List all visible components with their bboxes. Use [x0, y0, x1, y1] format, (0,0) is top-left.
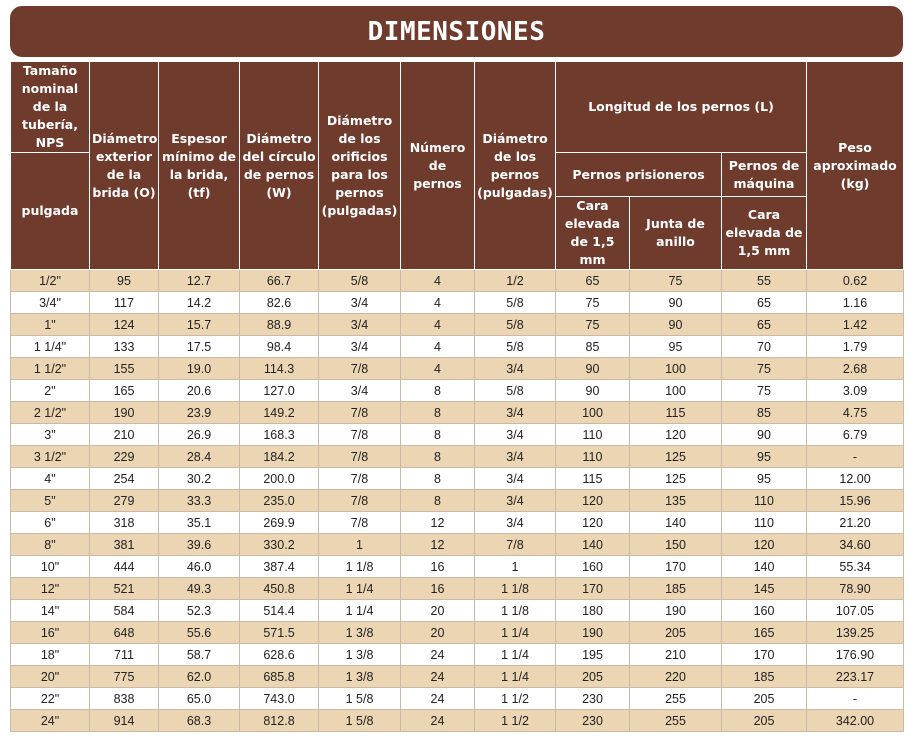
cell-hole-diameter: 1 1/4 — [319, 578, 401, 600]
cell-bolt-count: 12 — [401, 534, 475, 556]
cell-bolt-diameter: 3/4 — [475, 424, 556, 446]
cell-bolt-diameter: 5/8 — [475, 336, 556, 358]
cell-hole-diameter: 1 3/8 — [319, 622, 401, 644]
cell-outer-diameter: 711 — [90, 644, 159, 666]
cell-min-thickness: 35.1 — [159, 512, 240, 534]
cell-stud-ring-joint: 125 — [630, 446, 722, 468]
cell-nps: 14" — [11, 600, 90, 622]
cell-nps: 8" — [11, 534, 90, 556]
cell-machine-raised-face: 70 — [722, 336, 807, 358]
cell-nps: 12" — [11, 578, 90, 600]
cell-stud-raised-face: 190 — [556, 622, 630, 644]
cell-nps: 1 1/4" — [11, 336, 90, 358]
cell-bolt-diameter: 3/4 — [475, 512, 556, 534]
table-row — [11, 534, 904, 556]
cell-bolt-count: 4 — [401, 314, 475, 336]
cell-bolt-circle: 66.7 — [240, 270, 319, 292]
cell-weight: - — [807, 688, 904, 710]
cell-bolt-diameter: 1 1/4 — [475, 622, 556, 644]
cell-bolt-count: 16 — [401, 578, 475, 600]
cell-machine-raised-face: 75 — [722, 380, 807, 402]
cell-weight: 6.79 — [807, 424, 904, 446]
cell-nps: 20" — [11, 666, 90, 688]
cell-bolt-count: 16 — [401, 556, 475, 578]
table-row — [11, 424, 904, 446]
cell-hole-diameter: 1 5/8 — [319, 710, 401, 732]
cell-stud-raised-face: 90 — [556, 380, 630, 402]
cell-nps: 24" — [11, 710, 90, 732]
cell-nps: 22" — [11, 688, 90, 710]
cell-outer-diameter: 318 — [90, 512, 159, 534]
cell-hole-diameter: 3/4 — [319, 380, 401, 402]
cell-bolt-count: 24 — [401, 688, 475, 710]
cell-hole-diameter: 7/8 — [319, 512, 401, 534]
cell-bolt-count: 4 — [401, 270, 475, 292]
cell-weight: 1.42 — [807, 314, 904, 336]
cell-bolt-count: 8 — [401, 446, 475, 468]
cell-bolt-circle: 127.0 — [240, 380, 319, 402]
cell-stud-ring-joint: 190 — [630, 600, 722, 622]
table-row — [11, 336, 904, 358]
cell-machine-raised-face: 65 — [722, 314, 807, 336]
cell-outer-diameter: 279 — [90, 490, 159, 512]
table-row — [11, 292, 904, 314]
cell-weight: 4.75 — [807, 402, 904, 424]
table-row — [11, 688, 904, 710]
cell-bolt-diameter: 3/4 — [475, 490, 556, 512]
cell-hole-diameter: 1 — [319, 534, 401, 556]
cell-machine-raised-face: 110 — [722, 490, 807, 512]
cell-weight: 3.09 — [807, 380, 904, 402]
cell-bolt-count: 4 — [401, 336, 475, 358]
table-row — [11, 666, 904, 688]
cell-hole-diameter: 1 1/4 — [319, 600, 401, 622]
cell-bolt-diameter: 5/8 — [475, 314, 556, 336]
cell-min-thickness: 62.0 — [159, 666, 240, 688]
cell-machine-raised-face: 205 — [722, 710, 807, 732]
cell-stud-raised-face: 90 — [556, 358, 630, 380]
cell-nps: 1" — [11, 314, 90, 336]
cell-outer-diameter: 838 — [90, 688, 159, 710]
cell-bolt-diameter: 1 1/4 — [475, 666, 556, 688]
cell-stud-raised-face: 115 — [556, 468, 630, 490]
table-row — [11, 468, 904, 490]
cell-stud-ring-joint: 150 — [630, 534, 722, 556]
cell-stud-ring-joint: 75 — [630, 270, 722, 292]
cell-stud-ring-joint: 220 — [630, 666, 722, 688]
cell-machine-raised-face: 55 — [722, 270, 807, 292]
cell-outer-diameter: 914 — [90, 710, 159, 732]
cell-bolt-diameter: 3/4 — [475, 446, 556, 468]
cell-hole-diameter: 3/4 — [319, 314, 401, 336]
cell-stud-raised-face: 120 — [556, 512, 630, 534]
cell-min-thickness: 58.7 — [159, 644, 240, 666]
dimensions-table — [10, 61, 904, 732]
table-row — [11, 622, 904, 644]
cell-bolt-circle: 235.0 — [240, 490, 319, 512]
cell-weight: - — [807, 446, 904, 468]
cell-bolt-diameter: 3/4 — [475, 402, 556, 424]
header-nps-unit: pulgada — [11, 153, 90, 270]
cell-nps: 4" — [11, 468, 90, 490]
cell-hole-diameter: 1 1/8 — [319, 556, 401, 578]
header-bolt-diameter: Diámetro de los pernos (pulgadas) — [475, 62, 556, 270]
cell-bolt-count: 20 — [401, 622, 475, 644]
cell-bolt-circle: 168.3 — [240, 424, 319, 446]
cell-bolt-count: 4 — [401, 292, 475, 314]
cell-min-thickness: 68.3 — [159, 710, 240, 732]
cell-hole-diameter: 7/8 — [319, 446, 401, 468]
cell-outer-diameter: 165 — [90, 380, 159, 402]
cell-bolt-count: 8 — [401, 468, 475, 490]
cell-min-thickness: 49.3 — [159, 578, 240, 600]
cell-machine-raised-face: 85 — [722, 402, 807, 424]
header-weight: Peso aproximado (kg) — [807, 62, 904, 270]
cell-stud-raised-face: 85 — [556, 336, 630, 358]
cell-min-thickness: 30.2 — [159, 468, 240, 490]
cell-bolt-count: 12 — [401, 512, 475, 534]
cell-stud-raised-face: 120 — [556, 490, 630, 512]
cell-weight: 223.17 — [807, 666, 904, 688]
table-row — [11, 512, 904, 534]
cell-nps: 3 1/2" — [11, 446, 90, 468]
table-body — [11, 270, 904, 732]
header-hole-diameter: Diámetro de los orificios para los pernos (pulgadas) — [319, 62, 401, 270]
cell-outer-diameter: 521 — [90, 578, 159, 600]
cell-stud-raised-face: 160 — [556, 556, 630, 578]
cell-min-thickness: 28.4 — [159, 446, 240, 468]
cell-bolt-count: 24 — [401, 644, 475, 666]
cell-nps: 3" — [11, 424, 90, 446]
cell-hole-diameter: 7/8 — [319, 424, 401, 446]
cell-bolt-circle: 514.4 — [240, 600, 319, 622]
cell-machine-raised-face: 140 — [722, 556, 807, 578]
cell-machine-raised-face: 75 — [722, 358, 807, 380]
header-min-thickness: Espesor mínimo de la brida, (tf) — [159, 62, 240, 270]
cell-bolt-diameter: 1 1/2 — [475, 710, 556, 732]
cell-weight: 55.34 — [807, 556, 904, 578]
cell-stud-raised-face: 170 — [556, 578, 630, 600]
cell-hole-diameter: 7/8 — [319, 490, 401, 512]
header-bolt-count: Número de pernos — [401, 62, 475, 270]
cell-outer-diameter: 584 — [90, 600, 159, 622]
cell-hole-diameter: 3/4 — [319, 336, 401, 358]
cell-weight: 12.00 — [807, 468, 904, 490]
cell-min-thickness: 52.3 — [159, 600, 240, 622]
cell-bolt-diameter: 1 1/4 — [475, 644, 556, 666]
cell-stud-raised-face: 230 — [556, 688, 630, 710]
cell-outer-diameter: 95 — [90, 270, 159, 292]
cell-min-thickness: 17.5 — [159, 336, 240, 358]
table-row — [11, 644, 904, 666]
cell-machine-raised-face: 170 — [722, 644, 807, 666]
cell-bolt-circle: 98.4 — [240, 336, 319, 358]
cell-min-thickness: 14.2 — [159, 292, 240, 314]
cell-bolt-circle: 269.9 — [240, 512, 319, 534]
cell-stud-raised-face: 110 — [556, 446, 630, 468]
cell-machine-raised-face: 160 — [722, 600, 807, 622]
header-bolt-circle: Diámetro del círculo de pernos (W) — [240, 62, 319, 270]
cell-nps: 2" — [11, 380, 90, 402]
cell-stud-ring-joint: 90 — [630, 314, 722, 336]
cell-stud-ring-joint: 255 — [630, 710, 722, 732]
cell-bolt-count: 4 — [401, 358, 475, 380]
cell-stud-ring-joint: 205 — [630, 622, 722, 644]
cell-bolt-circle: 387.4 — [240, 556, 319, 578]
cell-stud-raised-face: 100 — [556, 402, 630, 424]
cell-nps: 1/2" — [11, 270, 90, 292]
cell-bolt-diameter: 3/4 — [475, 468, 556, 490]
cell-hole-diameter: 5/8 — [319, 270, 401, 292]
cell-stud-ring-joint: 185 — [630, 578, 722, 600]
header-stud-bolts: Pernos prisioneros — [556, 153, 722, 197]
cell-weight: 1.16 — [807, 292, 904, 314]
cell-hole-diameter: 1 3/8 — [319, 666, 401, 688]
cell-outer-diameter: 775 — [90, 666, 159, 688]
cell-stud-raised-face: 230 — [556, 710, 630, 732]
cell-min-thickness: 12.7 — [159, 270, 240, 292]
cell-outer-diameter: 124 — [90, 314, 159, 336]
cell-stud-ring-joint: 170 — [630, 556, 722, 578]
cell-outer-diameter: 381 — [90, 534, 159, 556]
cell-outer-diameter: 648 — [90, 622, 159, 644]
header-bolt-length: Longitud de los pernos (L) — [556, 62, 807, 153]
header-machine-raised-face: Cara elevada de 1,5 mm — [722, 197, 807, 270]
cell-nps: 16" — [11, 622, 90, 644]
cell-bolt-circle: 114.3 — [240, 358, 319, 380]
cell-weight: 139.25 — [807, 622, 904, 644]
cell-bolt-circle: 685.8 — [240, 666, 319, 688]
cell-hole-diameter: 7/8 — [319, 358, 401, 380]
cell-min-thickness: 20.6 — [159, 380, 240, 402]
cell-nps: 2 1/2" — [11, 402, 90, 424]
cell-machine-raised-face: 120 — [722, 534, 807, 556]
cell-bolt-count: 24 — [401, 666, 475, 688]
cell-stud-ring-joint: 100 — [630, 358, 722, 380]
cell-hole-diameter: 1 3/8 — [319, 644, 401, 666]
cell-machine-raised-face: 95 — [722, 446, 807, 468]
cell-bolt-circle: 82.6 — [240, 292, 319, 314]
cell-bolt-diameter: 1 1/2 — [475, 688, 556, 710]
cell-bolt-circle: 628.6 — [240, 644, 319, 666]
cell-weight: 2.68 — [807, 358, 904, 380]
cell-bolt-diameter: 1 1/8 — [475, 578, 556, 600]
cell-bolt-diameter: 3/4 — [475, 358, 556, 380]
cell-bolt-diameter: 5/8 — [475, 292, 556, 314]
cell-bolt-circle: 743.0 — [240, 688, 319, 710]
cell-min-thickness: 23.9 — [159, 402, 240, 424]
header-nps: Tamaño nominal de la tubería, NPS — [11, 62, 90, 153]
cell-stud-raised-face: 75 — [556, 314, 630, 336]
cell-stud-ring-joint: 90 — [630, 292, 722, 314]
cell-stud-raised-face: 180 — [556, 600, 630, 622]
cell-bolt-circle: 330.2 — [240, 534, 319, 556]
cell-stud-ring-joint: 125 — [630, 468, 722, 490]
cell-bolt-count: 24 — [401, 710, 475, 732]
table-row — [11, 446, 904, 468]
cell-stud-raised-face: 195 — [556, 644, 630, 666]
cell-weight: 1.79 — [807, 336, 904, 358]
cell-hole-diameter: 7/8 — [319, 402, 401, 424]
cell-outer-diameter: 444 — [90, 556, 159, 578]
cell-stud-raised-face: 110 — [556, 424, 630, 446]
cell-bolt-count: 8 — [401, 490, 475, 512]
cell-hole-diameter: 3/4 — [319, 292, 401, 314]
page-title: DIMENSIONES — [10, 6, 903, 57]
cell-machine-raised-face: 205 — [722, 688, 807, 710]
cell-bolt-circle: 812.8 — [240, 710, 319, 732]
cell-min-thickness: 26.9 — [159, 424, 240, 446]
cell-machine-raised-face: 95 — [722, 468, 807, 490]
table-row — [11, 358, 904, 380]
cell-machine-raised-face: 145 — [722, 578, 807, 600]
cell-weight: 21.20 — [807, 512, 904, 534]
cell-outer-diameter: 229 — [90, 446, 159, 468]
cell-min-thickness: 65.0 — [159, 688, 240, 710]
cell-bolt-circle: 450.8 — [240, 578, 319, 600]
cell-bolt-diameter: 1 — [475, 556, 556, 578]
cell-stud-ring-joint: 210 — [630, 644, 722, 666]
table-row — [11, 380, 904, 402]
cell-machine-raised-face: 165 — [722, 622, 807, 644]
cell-nps: 18" — [11, 644, 90, 666]
cell-stud-ring-joint: 115 — [630, 402, 722, 424]
cell-min-thickness: 55.6 — [159, 622, 240, 644]
cell-outer-diameter: 117 — [90, 292, 159, 314]
cell-stud-ring-joint: 120 — [630, 424, 722, 446]
table-row — [11, 270, 904, 292]
cell-hole-diameter: 1 5/8 — [319, 688, 401, 710]
table-row — [11, 490, 904, 512]
table-row — [11, 710, 904, 732]
cell-bolt-circle: 200.0 — [240, 468, 319, 490]
cell-stud-raised-face: 205 — [556, 666, 630, 688]
cell-nps: 6" — [11, 512, 90, 534]
table-row — [11, 578, 904, 600]
cell-min-thickness: 39.6 — [159, 534, 240, 556]
cell-weight: 15.96 — [807, 490, 904, 512]
cell-nps: 5" — [11, 490, 90, 512]
cell-stud-ring-joint: 95 — [630, 336, 722, 358]
cell-stud-ring-joint: 100 — [630, 380, 722, 402]
cell-weight: 34.60 — [807, 534, 904, 556]
cell-stud-raised-face: 140 — [556, 534, 630, 556]
cell-stud-ring-joint: 135 — [630, 490, 722, 512]
cell-hole-diameter: 7/8 — [319, 468, 401, 490]
cell-outer-diameter: 254 — [90, 468, 159, 490]
cell-nps: 3/4" — [11, 292, 90, 314]
cell-bolt-count: 8 — [401, 402, 475, 424]
cell-weight: 342.00 — [807, 710, 904, 732]
cell-min-thickness: 46.0 — [159, 556, 240, 578]
cell-machine-raised-face: 185 — [722, 666, 807, 688]
cell-machine-raised-face: 110 — [722, 512, 807, 534]
cell-bolt-count: 20 — [401, 600, 475, 622]
header-stud-raised-face: Cara elevada de 1,5 mm — [556, 197, 630, 270]
cell-weight: 107.05 — [807, 600, 904, 622]
cell-bolt-circle: 149.2 — [240, 402, 319, 424]
cell-bolt-count: 8 — [401, 380, 475, 402]
cell-min-thickness: 19.0 — [159, 358, 240, 380]
cell-machine-raised-face: 65 — [722, 292, 807, 314]
cell-bolt-diameter: 5/8 — [475, 380, 556, 402]
cell-nps: 1 1/2" — [11, 358, 90, 380]
cell-outer-diameter: 190 — [90, 402, 159, 424]
cell-bolt-diameter: 7/8 — [475, 534, 556, 556]
cell-outer-diameter: 210 — [90, 424, 159, 446]
cell-weight: 176.90 — [807, 644, 904, 666]
cell-nps: 10" — [11, 556, 90, 578]
cell-outer-diameter: 155 — [90, 358, 159, 380]
cell-bolt-circle: 184.2 — [240, 446, 319, 468]
cell-bolt-diameter: 1/2 — [475, 270, 556, 292]
cell-bolt-diameter: 1 1/8 — [475, 600, 556, 622]
cell-min-thickness: 15.7 — [159, 314, 240, 336]
cell-weight: 0.62 — [807, 270, 904, 292]
table-row — [11, 314, 904, 336]
cell-stud-raised-face: 65 — [556, 270, 630, 292]
table-row — [11, 600, 904, 622]
cell-stud-ring-joint: 140 — [630, 512, 722, 534]
cell-bolt-count: 8 — [401, 424, 475, 446]
cell-bolt-circle: 88.9 — [240, 314, 319, 336]
cell-stud-raised-face: 75 — [556, 292, 630, 314]
cell-outer-diameter: 133 — [90, 336, 159, 358]
cell-min-thickness: 33.3 — [159, 490, 240, 512]
table-row — [11, 556, 904, 578]
cell-bolt-circle: 571.5 — [240, 622, 319, 644]
header-outer-diameter: Diámetro exterior de la brida (O) — [90, 62, 159, 270]
table-row — [11, 402, 904, 424]
header-stud-ring-joint: Junta de anillo — [630, 197, 722, 270]
cell-machine-raised-face: 90 — [722, 424, 807, 446]
cell-stud-ring-joint: 255 — [630, 688, 722, 710]
cell-weight: 78.90 — [807, 578, 904, 600]
header-machine-bolts: Pernos de máquina — [722, 153, 807, 197]
